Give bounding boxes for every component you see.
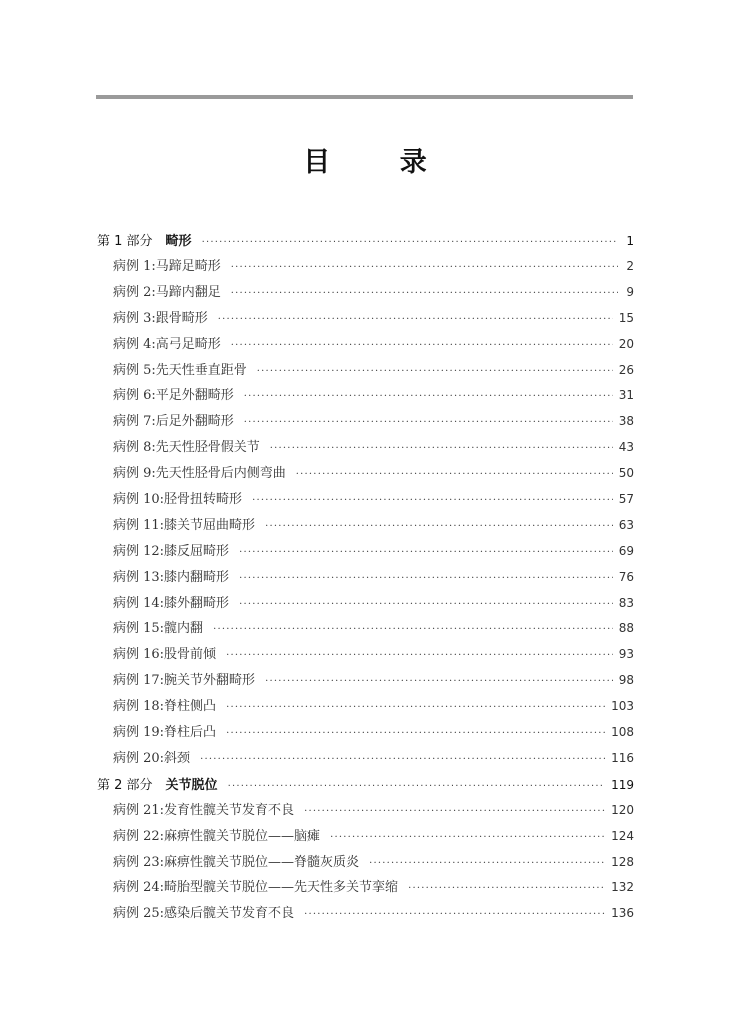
toc-entry[interactable] bbox=[97, 642, 634, 668]
toc-entry-title: 病例 18:脊柱侧凸 bbox=[113, 699, 217, 715]
toc-entry-title: 病例 8:先天性胫骨假关节 bbox=[113, 440, 260, 456]
toc-entry-label bbox=[113, 798, 294, 824]
toc-entry-label bbox=[113, 875, 398, 901]
toc-entry-label bbox=[113, 487, 242, 513]
toc-entry-title: 病例 1:马蹄足畸形 bbox=[113, 259, 221, 274]
toc-page-number: 120 bbox=[611, 802, 634, 817]
toc-entry[interactable] bbox=[97, 746, 634, 772]
toc-entry-label bbox=[113, 254, 221, 280]
toc-entry-title: 病例 19:脊柱后凸 bbox=[113, 725, 217, 741]
toc-page-number: 57 bbox=[618, 492, 634, 507]
toc-entry-title: 病例 23:麻痹性髋关节脱位——脊髓灰质炎 bbox=[113, 854, 360, 870]
dot-leader bbox=[228, 774, 606, 800]
toc-entry[interactable] bbox=[97, 798, 634, 824]
toc-part-name: 关节脱位 bbox=[165, 777, 218, 793]
toc-entry-label bbox=[97, 229, 192, 255]
toc-entry-label bbox=[113, 901, 294, 927]
toc-entry-title: 病例 15:髋内翻 bbox=[113, 621, 204, 637]
toc-page-number: 26 bbox=[618, 362, 634, 377]
dot-leader bbox=[244, 384, 613, 410]
toc-entry-title: 病例 2:马蹄内翻足 bbox=[113, 284, 221, 300]
toc-entry[interactable] bbox=[97, 901, 634, 927]
dot-leader bbox=[239, 592, 613, 618]
toc-entry[interactable] bbox=[97, 694, 634, 720]
toc-entry-label bbox=[113, 616, 203, 642]
toc-entry-label bbox=[113, 332, 221, 358]
toc-entry-label bbox=[113, 720, 216, 746]
toc-entry[interactable] bbox=[97, 875, 634, 901]
toc-entry[interactable] bbox=[97, 824, 634, 850]
toc-entry-label bbox=[113, 850, 359, 876]
dot-leader bbox=[296, 462, 613, 488]
toc-entry-label bbox=[113, 591, 229, 617]
toc-page-number: 116 bbox=[611, 750, 634, 765]
toc-page-number: 119 bbox=[611, 777, 634, 792]
dot-leader bbox=[330, 825, 605, 851]
toc-page-number: 15 bbox=[618, 310, 634, 325]
toc-page-number: 43 bbox=[618, 440, 634, 455]
toc-entry-title: 病例 16:股骨前倾 bbox=[113, 647, 217, 663]
toc-entry-label bbox=[113, 746, 190, 772]
top-rule bbox=[96, 95, 633, 99]
toc-entry[interactable] bbox=[97, 306, 634, 332]
dot-leader bbox=[265, 669, 613, 695]
toc-page-number: 98 bbox=[618, 673, 634, 688]
toc-entry-label bbox=[113, 565, 229, 591]
toc-entry-label bbox=[113, 539, 229, 565]
toc-entry-title: 病例 7:后足外翻畸形 bbox=[113, 414, 234, 430]
toc-entry-label bbox=[113, 383, 234, 409]
dot-leader bbox=[213, 617, 613, 643]
dot-leader bbox=[408, 876, 605, 902]
toc-entry[interactable] bbox=[97, 254, 634, 280]
toc-entry[interactable] bbox=[97, 280, 634, 306]
toc-entry[interactable] bbox=[97, 513, 634, 539]
toc-page-number: 103 bbox=[611, 699, 634, 714]
toc-entry[interactable] bbox=[97, 487, 634, 513]
dot-leader bbox=[231, 281, 618, 307]
toc-entry[interactable] bbox=[97, 668, 634, 694]
toc-entry-label bbox=[113, 409, 234, 435]
toc-page-number: 9 bbox=[626, 284, 634, 299]
toc-entry-label bbox=[97, 773, 218, 799]
dot-leader bbox=[304, 902, 605, 928]
toc-entry-title: 病例 20:斜颈 bbox=[113, 750, 191, 766]
dot-leader bbox=[304, 799, 605, 825]
dot-leader bbox=[226, 695, 605, 721]
toc-entry-title: 病例 22:麻痹性髋关节脱位——脑瘫 bbox=[113, 828, 321, 844]
dot-leader bbox=[226, 721, 605, 747]
toc-entry-label bbox=[113, 280, 221, 306]
toc-part-name: 畸形 bbox=[165, 234, 192, 249]
toc-page-number: 50 bbox=[618, 466, 634, 481]
toc-entry-label bbox=[113, 668, 255, 694]
toc-entry[interactable] bbox=[97, 383, 634, 409]
toc-part-heading[interactable] bbox=[97, 772, 634, 798]
toc-entry[interactable] bbox=[97, 358, 634, 384]
dot-leader bbox=[252, 488, 613, 514]
toc-entry[interactable] bbox=[97, 565, 634, 591]
toc-entry[interactable] bbox=[97, 332, 634, 358]
toc-entry-title: 病例 21:发育性髋关节发育不良 bbox=[113, 802, 295, 818]
dot-leader bbox=[239, 540, 613, 566]
toc-page-number: 69 bbox=[618, 543, 634, 558]
toc-page-number: 2 bbox=[626, 259, 634, 273]
toc-page-number: 1 bbox=[626, 234, 634, 248]
toc-page-number: 136 bbox=[611, 906, 634, 921]
dot-leader bbox=[226, 643, 613, 669]
toc-page-number: 93 bbox=[618, 647, 634, 662]
dot-leader bbox=[265, 514, 613, 540]
toc-page-number: 76 bbox=[618, 569, 634, 584]
toc-entry-title: 病例 3:跟骨畸形 bbox=[113, 310, 208, 326]
toc-entry[interactable] bbox=[97, 850, 634, 876]
toc-page-number: 128 bbox=[611, 854, 634, 869]
toc-page-number: 83 bbox=[618, 595, 634, 610]
toc-entry-title: 病例 11:膝关节屈曲畸形 bbox=[113, 517, 256, 533]
toc-entry[interactable] bbox=[97, 720, 634, 746]
toc-entry-title: 第 2 部分 bbox=[97, 777, 153, 793]
dot-leader bbox=[257, 359, 613, 385]
table-of-contents bbox=[97, 228, 634, 927]
toc-entry-title: 第 1 部分 bbox=[97, 234, 153, 249]
toc-entry-label bbox=[113, 461, 286, 487]
toc-page-number: 108 bbox=[611, 725, 634, 740]
toc-entry[interactable] bbox=[97, 591, 634, 617]
dot-leader bbox=[369, 851, 605, 877]
toc-entry-label bbox=[113, 642, 216, 668]
dot-leader bbox=[270, 436, 613, 462]
toc-entry-label bbox=[113, 358, 247, 384]
toc-entry-label bbox=[113, 513, 255, 539]
dot-leader bbox=[200, 747, 605, 773]
toc-entry-label bbox=[113, 694, 216, 720]
toc-entry[interactable] bbox=[97, 539, 634, 565]
toc-entry-label bbox=[113, 306, 208, 332]
toc-entry-title: 病例 9:先天性胫骨后内侧弯曲 bbox=[113, 466, 286, 482]
toc-entry-title: 病例 10:胫骨扭转畸形 bbox=[113, 492, 243, 508]
toc-entry-label bbox=[113, 435, 260, 461]
dot-leader bbox=[244, 410, 613, 436]
toc-page-number: 20 bbox=[618, 336, 634, 351]
toc-entry-title: 病例 5:先天性垂直距骨 bbox=[113, 362, 247, 378]
toc-entry-title: 病例 12:膝反屈畸形 bbox=[113, 543, 230, 559]
toc-entry[interactable] bbox=[97, 435, 634, 461]
dot-leader bbox=[231, 255, 618, 281]
toc-page-number: 88 bbox=[618, 621, 634, 636]
toc-entry[interactable] bbox=[97, 616, 634, 642]
toc-entry[interactable] bbox=[97, 409, 634, 435]
dot-leader bbox=[218, 307, 613, 333]
page-title: 目 录 bbox=[303, 147, 457, 178]
toc-entry-title: 病例 13:膝内翻畸形 bbox=[113, 569, 230, 585]
toc-page-number: 31 bbox=[618, 388, 634, 403]
toc-entry-title: 病例 6:平足外翻畸形 bbox=[113, 388, 234, 404]
dot-leader bbox=[239, 566, 613, 592]
toc-entry-title: 病例 14:膝外翻畸形 bbox=[113, 595, 230, 611]
toc-entry-title: 病例 17:腕关节外翻畸形 bbox=[113, 673, 256, 689]
dot-leader bbox=[202, 230, 618, 256]
toc-page-number: 63 bbox=[618, 517, 634, 532]
toc-entry-title: 病例 24:畸胎型髋关节脱位——先天性多关节挛缩 bbox=[113, 880, 399, 896]
toc-entry-label bbox=[113, 824, 320, 850]
toc-entry[interactable] bbox=[97, 461, 634, 487]
dot-leader bbox=[231, 333, 613, 359]
toc-page-number: 124 bbox=[611, 828, 634, 843]
toc-entry-title: 病例 4:高弓足畸形 bbox=[113, 336, 221, 352]
toc-page-number: 132 bbox=[611, 880, 634, 895]
toc-part-heading[interactable] bbox=[97, 228, 634, 254]
toc-page-number: 38 bbox=[618, 414, 634, 429]
toc-entry-title: 病例 25:感染后髋关节发育不良 bbox=[113, 906, 295, 922]
